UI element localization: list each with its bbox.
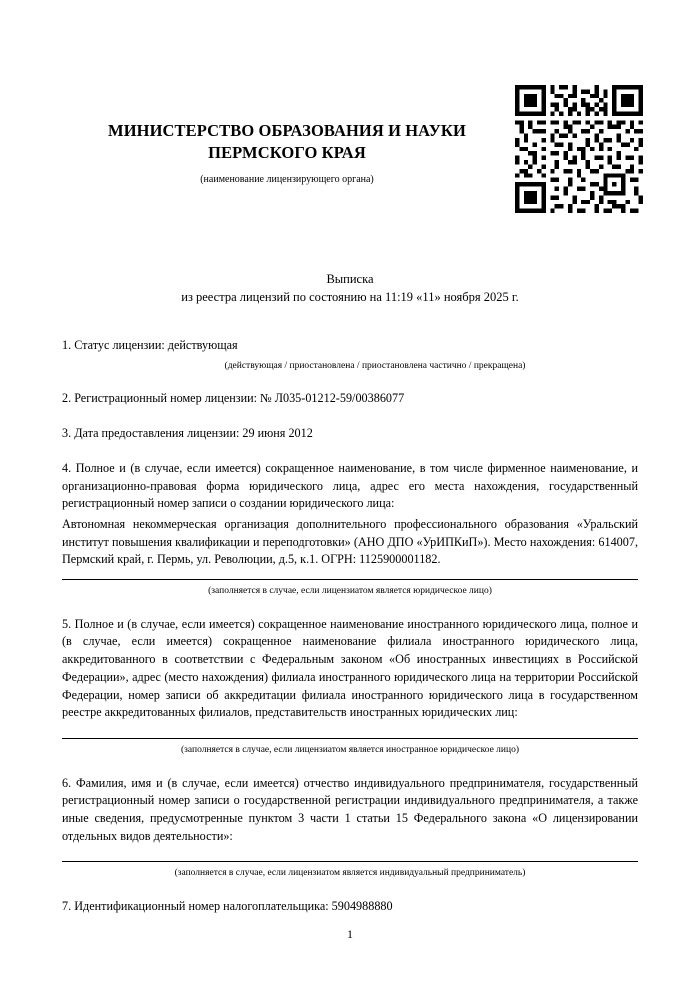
section-6-individual-entrepreneur	[62, 775, 638, 882]
section-4-text: 4. Полное и (в случае, если имеется) сокращенное наименование, в том числе фирменное наименование, и организационно-правовая форма юридического лица, адрес его места нахождения, государственный регистрационный номер записи о создании юридического лица:	[62, 460, 638, 511]
section-7-text: 7. Идентификационный номер налогоплательщика: 5904988880	[62, 899, 393, 914]
section-5-text: 5. Полное и (в случае, если имеется) сокращенное наименование иностранного юридического лица, полное и (в случае, если имеется) сокращенное наименование филиала иностранного юридического лица, аккредитованного в соответствии с Федеральным законом «Об иностранных инвестициях в Российской Федерации», адрес (место нахождения) филиала иностранного юридического лица на территории Российской Федерации, номер записи об аккредитации филиала иностранного юридического лица в государственном реестре аккредитованных филиалов, представительств иностранных юридических лиц:	[62, 616, 638, 720]
section-6-divider	[62, 861, 638, 862]
document-title: Выписка	[326, 271, 374, 286]
qr-code	[515, 85, 643, 213]
section-6-text: 6. Фамилия, имя и (в случае, если имеется) отчество индивидуального предпринимателя, государственный регистрационный номер записи о государственной регистрации индивидуального предпринимателя, а также иные сведения, предусмотренные пунктом 3 части 1 статьи 15 Федерального закона «О лицензировании отдельных видов деятельности»:	[62, 775, 638, 843]
organization-name-line2: ПЕРМСКОГО КРАЯ	[208, 143, 366, 163]
section-2-text: 2. Регистрационный номер лицензии: № Л035-01212-59/00386077	[62, 391, 405, 406]
section-4-legal-entity	[62, 460, 638, 599]
section-6-note: (заполняется в случае, если лицензиатом является индивидуальный предприниматель)	[174, 868, 526, 879]
section-4-note: (заполняется в случае, если лицензиатом является юридическое лицо)	[208, 585, 492, 596]
section-4-value: Автономная некоммерческая организация дополнительного профессионального образования «Уральский институт повышения квалификации и переподготовки» (АНО ДПО «УрИПКиП»). Место нахождения: 614007, Пермский край, г. Пермь, ул. Революции, д.5, к.1. ОГРН: 1125900001182.	[62, 516, 638, 567]
section-2-registration-number	[62, 390, 638, 408]
section-1-text: 1. Статус лицензии: действующая	[62, 338, 238, 353]
section-6-blank-space	[62, 845, 638, 851]
document-subtitle: из реестра лицензий по состоянию на 11:19 «11» ноября 2025 г.	[181, 290, 519, 305]
section-4-divider	[62, 579, 638, 580]
document-header	[72, 0, 502, 185]
page-number: 1	[347, 927, 353, 941]
qr-code-image	[515, 85, 643, 213]
section-3-issue-date	[62, 425, 638, 443]
organization-name-line1: МИНИСТЕРСТВО ОБРАЗОВАНИЯ И НАУКИ	[108, 121, 466, 140]
section-5-divider	[62, 738, 638, 739]
document-title-block	[62, 270, 638, 308]
section-5-foreign-entity	[62, 616, 638, 758]
section-7-taxpayer-number	[62, 898, 638, 916]
organization-name	[72, 120, 502, 165]
organization-name-note: (наименование лицензирующего органа)	[200, 173, 374, 185]
section-5-note: (заполняется в случае, если лицензиатом является иностранное юридическое лицо)	[181, 744, 519, 755]
section-3-text: 3. Дата предоставления лицензии: 29 июня 2012	[62, 426, 313, 441]
section-1-note: (действующая / приостановлена / приостановлена частично / прекращена)	[224, 360, 526, 371]
section-5-blank-space	[62, 722, 638, 728]
section-1-status	[62, 337, 638, 373]
